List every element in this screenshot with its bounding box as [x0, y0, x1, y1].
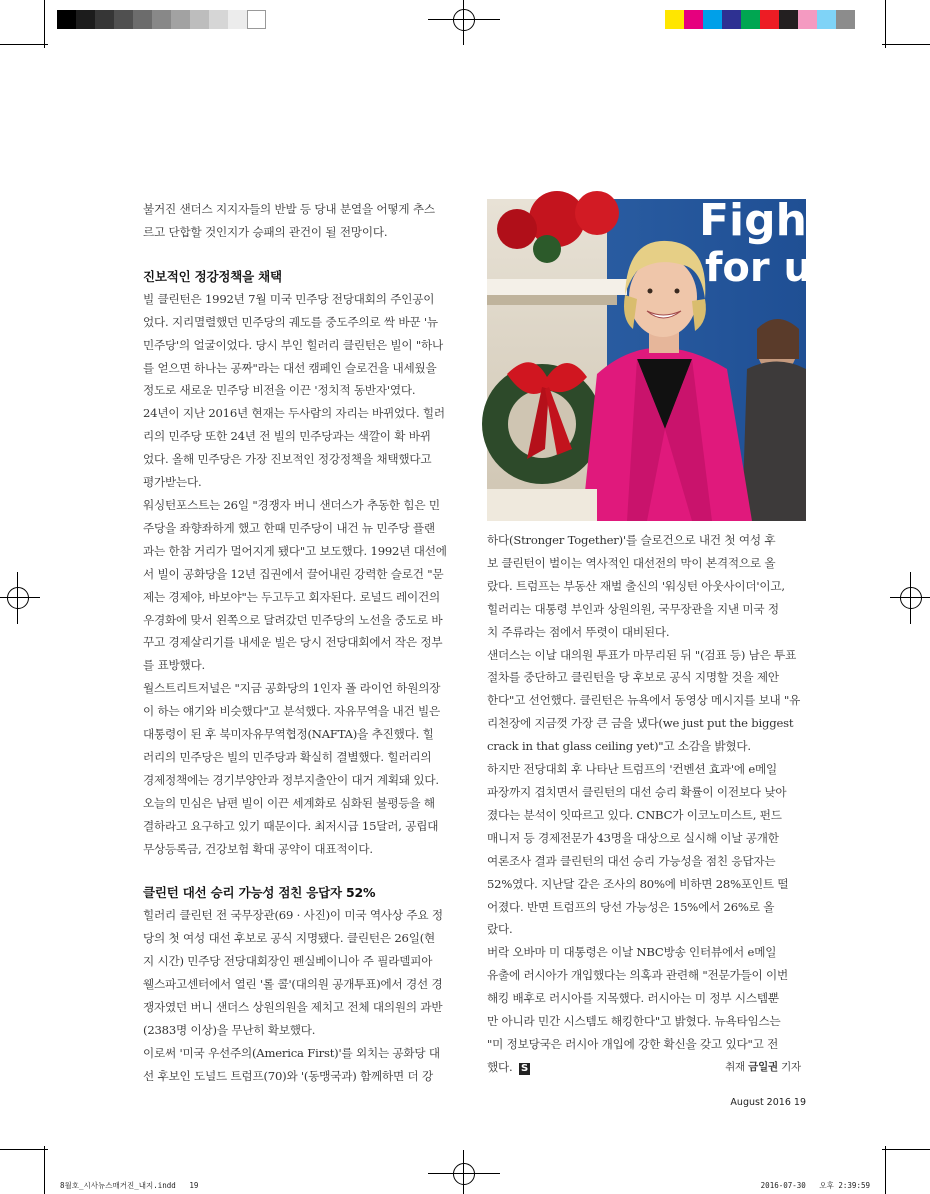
gray-swatch: [171, 10, 190, 29]
clinton-photo-illustration: [487, 195, 836, 521]
color-swatch: [665, 10, 684, 29]
text-line: 를 표방했다.: [143, 658, 205, 673]
text-line: 하다(Stronger Together)'를 슬로건으로 내건 첫 여성 후: [487, 533, 776, 547]
text-line: 평가받는다.: [143, 475, 202, 490]
closing-text: 했다.: [487, 1059, 513, 1074]
gray-swatch: [76, 10, 95, 29]
text-line: 이로써 '미국 우선주의(America First)'를 외치는 공화당 대: [143, 1045, 440, 1060]
text-line: 었다. 지리멸렬했던 민주당의 궤도를 중도주의로 싹 바꾼 '뉴: [143, 314, 438, 329]
text-line: 대통령이 된 후 북미자유무역협정(NAFTA)을 추진했다. 힐: [143, 727, 434, 742]
text-line: 주당을 좌향좌하게 했고 한때 민주당이 내건 뉴 민주당 플랜: [143, 520, 435, 535]
article-photo: [487, 195, 836, 521]
text-line: 52%였다. 지난달 같은 조사의 80%에 비하면 28%포인트 떨: [487, 876, 789, 891]
gray-swatch: [209, 10, 228, 29]
gray-swatch: [247, 10, 266, 29]
text-line: 이 하는 얘기와 비슷했다"고 분석했다. 자유무역을 내건 빌은: [143, 704, 441, 719]
color-swatch: [817, 10, 836, 29]
intro-paragraph: [143, 198, 473, 244]
text-line: 빌 클린턴은 1992년 7월 미국 민주당 전당대회의 주인공이: [143, 291, 435, 306]
text-line: 만 아니라 민간 시스템도 해킹한다"고 밝혔다. 뉴욕타임스는: [487, 1014, 781, 1029]
text-line: 쟁자였던 버니 샌더스 상원의원을 제치고 전체 대의원의 과반: [143, 1000, 443, 1015]
byline-name: 금일권: [748, 1060, 778, 1073]
folio-month: August 2016: [730, 1097, 791, 1108]
slug-timestamp: 2016-07-30 오후 2:39:59: [760, 1181, 870, 1190]
section2-body: [143, 904, 473, 1087]
text-line: 유출에 러시아가 개입했다는 의혹과 관련해 "전문가들이 이번: [487, 968, 789, 983]
end-mark: S: [521, 1062, 529, 1074]
text-line: 서 빌이 공화당을 12년 집권에서 끌어내린 강력한 슬로건 "문: [143, 566, 444, 581]
section1-body: [143, 288, 473, 861]
text-line: 힐러리는 대통령 부인과 상원의원, 국무장관을 지낸 미국 정: [487, 601, 779, 616]
text-line: 워싱턴포스트는 26일 "경쟁자 버니 샌더스가 추동한 힘은 민: [143, 497, 440, 512]
text-line: 하지만 전당대회 후 나타난 트럼프의 '컨벤션 효과'에 e메일: [487, 762, 778, 777]
text-line: 랐다.: [487, 922, 513, 937]
text-line: 제는 경제야, 바보야"는 두고두고 회자된다. 로널드 레이건의: [143, 589, 441, 604]
text-line: 민주당'의 얼굴이었다. 당시 부인 힐러리 클린턴은 빌이 "하나: [143, 337, 443, 352]
text-line: 꾸고 경제살리기를 내세운 빌은 당시 전당대회에서 작은 정부: [143, 635, 443, 650]
text-line: 어졌다. 반면 트럼프의 당선 가능성은 15%에서 26%로 올: [487, 899, 775, 914]
text-line: 당의 첫 여성 대선 후보로 공식 지명됐다. 클린턴은 26일(현: [143, 931, 436, 946]
text-line: 한다"고 선언했다. 클린턴은 뉴욕에서 동영상 메시지를 보내 "유: [487, 693, 801, 708]
text-line: 무상등록금, 건강보험 확대 공약이 대표적이다.: [143, 841, 373, 856]
gray-swatch: [152, 10, 171, 29]
gray-swatch: [190, 10, 209, 29]
photo-sign-line1: Fight: [699, 195, 828, 246]
color-swatch: [703, 10, 722, 29]
text-line: 웰스파고센터에서 열린 '롤 콜'(대의원 공개투표)에서 경선 경: [143, 977, 443, 992]
text-line: 졌다는 분석이 잇따르고 있다. CNBC가 이코노미스트, 펀드: [487, 807, 782, 822]
left-column: [143, 198, 473, 1088]
gray-swatch: [133, 10, 152, 29]
byline: [725, 1056, 801, 1079]
text-line: 리천장에 지금껏 가장 큰 금을 냈다(we just put the biggest: [487, 716, 794, 731]
text-line: 랐다. 트럼프는 부동산 재벌 출신의 '워싱턴 아웃사이더'이고,: [487, 578, 785, 593]
text-line: (2383명 이상)을 무난히 확보했다.: [143, 1023, 316, 1037]
text-line: 여론조사 결과 클린턴의 대선 승리 가능성을 점친 응답자는: [487, 853, 776, 868]
gray-swatch: [57, 10, 76, 29]
gray-swatch: [95, 10, 114, 29]
text-line: 지 시간) 민주당 전당대회장인 펜실베이니아 주 필라델피아: [143, 954, 433, 969]
text-line: 었다. 올해 민주당은 가장 진보적인 정강정책을 채택했다고: [143, 452, 432, 467]
color-swatch: [779, 10, 798, 29]
text-line: "미 정보당국은 러시아 개입에 강한 확신을 갖고 있다"고 전: [487, 1036, 779, 1051]
text-line: 절차를 중단하고 클린턴을 당 후보로 공식 지명할 것을 제안: [487, 670, 779, 685]
folio-page-number: 19: [793, 1097, 806, 1108]
text-line: 과는 한참 거리가 멀어지게 됐다"고 보도했다. 1992년 대선에: [143, 543, 447, 558]
text-line: 선 후보인 도널드 트럼프(70)와 '(동맹국과) 함께하면 더 강: [143, 1068, 434, 1083]
photo-sign-line2: for us: [705, 245, 836, 291]
text-line: 정도로 새로운 민주당 비전을 이끈 '정치적 동반자'였다.: [143, 383, 416, 398]
byline-suffix: 기자: [781, 1060, 801, 1073]
gray-swatch: [114, 10, 133, 29]
section-heading-1: 진보적인 정강정책을 채택: [143, 268, 282, 284]
text-line: 월스트리트저널은 "지금 공화당의 1인자 폴 라이언 하원의장: [143, 681, 441, 696]
color-swatch: [798, 10, 817, 29]
gray-swatch: [228, 10, 247, 29]
text-line: 리의 민주당 또한 24년 전 빌의 민주당과는 색깔이 확 바뀌: [143, 429, 431, 444]
text-line: 힐러리 클린턴 전 국무장관(69 · 사진)이 미국 역사상 주요 정: [143, 908, 443, 923]
text-line: 결하라고 요구하고 있기 때문이다. 최저시급 15달러, 공립대: [143, 818, 439, 833]
text-line: 24년이 지난 2016년 현재는 두사람의 자리는 바뀌었다. 힐러: [143, 406, 445, 421]
color-swatch: [741, 10, 760, 29]
text-line: 오늘의 민심은 남편 빌이 이끈 세계화로 심화된 불평등을 해: [143, 795, 435, 810]
text-line: 우경화에 맞서 왼쪽으로 달려갔던 민주당의 노선을 중도로 바: [143, 612, 443, 627]
right-column-body: [487, 529, 807, 1056]
last-line: [487, 1056, 807, 1079]
color-swatch: [722, 10, 741, 29]
text-line: 보 클린턴이 벌이는 역사적인 대선전의 막이 본격적으로 올: [487, 555, 776, 570]
color-swatch: [836, 10, 855, 29]
text-line: 파장까지 겹치면서 클린턴의 대선 승리 확률이 이전보다 낮아: [487, 784, 787, 799]
text-line: 를 얻으면 하나는 공짜"라는 대선 캠페인 슬로건을 내세웠을: [143, 360, 437, 375]
byline-prefix: 취재: [725, 1060, 745, 1073]
section-heading-2: 클린턴 대선 승리 가능성 점친 응답자 52%: [143, 885, 376, 901]
page-folio: [700, 1097, 806, 1108]
slug-file: 8월호_시사뉴스매거진_내지.indd 19: [60, 1181, 199, 1190]
text-line: crack in that glass ceiling yet)"고 소감을 밝혔다.: [487, 739, 751, 754]
text-line: 매니저 등 경제전문가 43명을 대상으로 실시해 이날 공개한: [487, 830, 779, 845]
text-line: 샌더스는 이날 대의원 투표가 마무리된 뒤 "(검표 등) 남은 투표: [487, 647, 797, 662]
text-line: 해킹 배후로 러시아를 지목했다. 러시아는 미 정부 시스템뿐: [487, 991, 779, 1006]
text-line: 치 주류라는 점에서 뚜렷이 대비된다.: [487, 624, 670, 639]
text-line: 르고 단합할 것인지가 승패의 관건이 될 전망이다.: [143, 224, 388, 239]
text-line: 불거진 샌더스 지지자들의 반발 등 당내 분열을 어떻게 추스: [143, 202, 435, 216]
right-column: [487, 529, 807, 1079]
text-line: 경제정책에는 경기부양안과 정부지출안이 대거 계획돼 있다.: [143, 772, 439, 787]
color-swatch: [760, 10, 779, 29]
text-line: 버락 오바마 미 대통령은 이날 NBC방송 인터뷰에서 e메일: [487, 945, 777, 960]
text-line: 러리의 민주당은 빌의 민주당과 확실히 결별했다. 힐러리의: [143, 749, 432, 764]
color-swatch: [684, 10, 703, 29]
